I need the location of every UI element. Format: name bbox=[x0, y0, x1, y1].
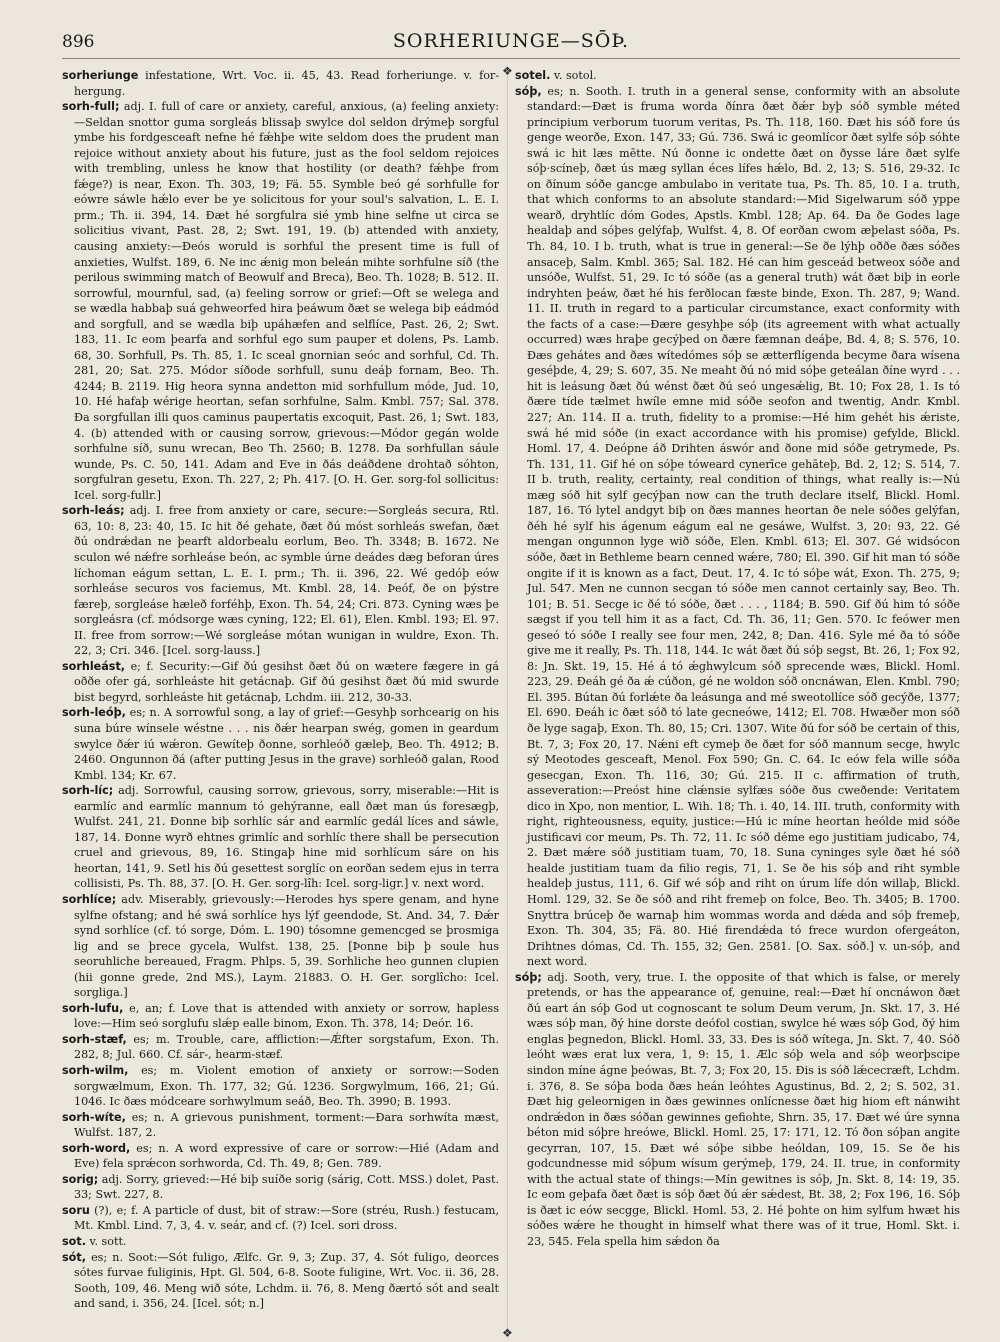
dictionary-entry bbox=[62, 659, 499, 706]
running-head: SORHERIUNGE—SŌÞ. bbox=[392, 30, 630, 52]
entry-headword: sóþ; bbox=[515, 970, 542, 984]
right-column bbox=[515, 68, 960, 1334]
entry-headword: sorig; bbox=[62, 1172, 99, 1186]
entry-headword: sorh-stæf, bbox=[62, 1032, 127, 1046]
entry-headword: sorh-wíte, bbox=[62, 1110, 126, 1124]
entry-headword: sorhleást, bbox=[62, 659, 126, 673]
entry-definition: adj. Sorry, grieved:—Hé biþ suíðe sorig (sárig, Cott. MSS.) dolet, Past. 33; Swt. 227, 8. bbox=[74, 1172, 499, 1202]
dictionary-entry bbox=[62, 783, 499, 892]
entry-headword: sorh-líc; bbox=[62, 784, 114, 798]
entry-definition: v. sotol. bbox=[550, 69, 597, 82]
page-number: 896 bbox=[62, 32, 95, 52]
entry-headword: sorh-leóþ, bbox=[62, 706, 126, 720]
entry-definition: es; n. A grievous punishment, torment:—Ðara sorhwíta mæst, Wulfst. 187, 2. bbox=[74, 1110, 499, 1140]
dictionary-entry bbox=[62, 705, 499, 783]
dictionary-entry bbox=[62, 892, 499, 1001]
dictionary-entry bbox=[515, 68, 960, 84]
entry-definition: es; n. Sooth. I. truth in a general sense, conformity with an absolute standard:—Ðæt is fruma worda ðínra ðæt ðǽr byþ sóð symble méted principium verborum tuorum veritas, Ps. Th. 118, 160. Ðæt his sóð fore ús genge weorðe, Exon. 147, 33; Gú. 736. Swá ic geomlícor ðæt sylfe sóþ sóhte swá ic hit læs mētte. Nú ðonne ic ondette ðæt on ðysse láre ðæt sylfe sóþ·scíneþ, ðæt ús mæg syllan éces lífes hǽlo, Bd. 2, 13; S. 516, 29-32. Ic on ðínum sóðe gancge ambulabo in veritate tua, Ps. Th. 85, 10. I a. truth, that which conforms to an absolute standard:—Mid Sigelwarum sóð yppe wearð, dryhtlíc dóm Godes, Apstls. Kmbl. 128; Ap. 64. Ða ðe Godes lage healdaþ and sóþes gelýfaþ, Wulfst. 4, 8. Of eorðan cwom æþelast sóða, Ps. Th. 84, 10. I b. truth, what is true in general:—Se ðe lýhþ oððe ðæs sóðes ansaceþ, Salm. Kmbl. 365; Sal. 182. Hé can him gesceád betweox sóðe and unsóðe, Wulfst. 51, 29. Ic tó sóðe (as a general truth) wát ðæt biþ in eorle indryhten þeáw, ðæt hé his ferðlocan fæste binde, Exon. Th. 287, 9; Wand. 11. II. truth in regard to a particular circumstance, exact conformity with the facts of a case:—Ðære gesyhþe sóþ (its agreement with what actually occurred) wæs hraþe gecýþed on ðære fæmnan deáþe, Bd. 4, 8; S. 576, 10. Ðæs gehátes and ðæs wítedómes sóþ se ætterflígenda becyme ðara wísena geséþde, 4, 29; S. 607, 35. Ne meaht ðú nó mid sóþe geteálan ðíne wyrd . . . hit is leásung ðæt ðú wénst ðæt ðú seó ungesǽlig, Bt. 10; Fox 28, 1. Is tó ðære tíde tælmet hwíle emne mid sóðe seofon and twentig, Andr. Kmbl. 227; An. 114. II a. truth, fidelity to a promise:—Hé him gehét his ǽriste, swá hé mid sóðe (in exact accordance with his promise) gefylde, Blickl. Homl. 17, 4. Deópne áð Drihten áswór and ðone mid sóðe getrymede, Ps. Th. 131, 11. Gif hé on sóþe tóweard cynerīce gehāteþ, Bd. 2, 12; S. 514, 7. II b. truth, reality, certainty, real condition of things, what really is:—Nú mæg sóð hit sylf gecýþan now can the truth declare itself, Blickl. Homl. 187, 16. Tó lytel andgyt biþ on ðæs mannes heortan ðe nele sóðes gelýfan, ðéh hé sylf his ágenum eágum eal ne gesáwe, Wulfst. 3, 20: 93, 22. Gé mengan ongunnon lyge wið sóðe, Elen. Kmbl. 613; El. 307. Gé widsócon sóðe, ðæt in Bethleme bearn cenned wǽre, 780; El. 390. Gif hit man tó sóðe ongite if it is known as a fact, Deut. 17, 4. Ic tó sóþe wát, Exon. Th. 275, 9; Jul. 547. Men ne cunnon secgan tó sóðe men cannot certainly say, Beo. Th. 101; B. 51. Secge ic ðé tó sóðe, ðæt . . . , 1184; B. 590. Gif ðú him tó sóðe sægst if you tell him it as a fact, Cd. Th. 36, 11; Gen. 570. Ic feówer men geseó tó sóðe I really see four men, 242, 8; Dan. 416. Syle mé ða tó sóðe give me it really, Ps. Th. 118, 144. Ic wát ðæt ðú sóþ segst, Bt. 26, 1; Fox 92, 8: Jn. Skt. 19, 15. Hé á tó ǽghwylcum sóð sprecende wæs, Blickl. Homl. 223, 29. Ðeáh gé ða ǽ cúðon, gé ne woldon sóð oncnáwan, Elen. Kmbl. 790; El. 395. Bútan ðú forlǽte ða leásunga and mé sweotollíce sóð gecýðe, 1377; El. 690. Ðeáh ic ðæt sóð tó late gecneówe, 1412; El. 708. Hwæðer mon sóð ðe lyge sagaþ, Exon. Th. 80, 15; Cri. 1307. Wite ðú for sóð be certain of this, Bt. 7, 3; Fox 20, 17. Nǽni eft cymeþ ðe ðæt for sóð mannum secge, hwylc sý Meotodes gesceaft, Menol. Fox 590; Gn. C. 64. Ic eów fela wille sóða gesecgan, Exon. Th. 116, 30; Gú. 215. II c. affirmation of truth, asseveration:—Preóst hine clǽnsie sylfæs sóðe ðus cweðende: Veritatem dico in Xpo, non mentior, L. Wih. 18; Th. i. 40, 14. III. truth, conformity with right, righteousness, equity, justice:—Hú ic míne heortan heólde mid sóðe justificavi cor meum, Ps. Th. 72, 11. Ic sóð déme ego justitiam judicabo, 74, 2. Ðæt mǽre sóð justitiam tuam, 70, 18. Suna cyninges syle ðæt hé sóð healde justitiam tuam da filio regis, 71, 1. Se ðe his sóþ and riht symble healdeþ justus, 111, 6. Gif wé sóþ and riht on úrum lífe dón willaþ, Blickl. Homl. 129, 32. Se ðe sóð and riht fremeþ on folce, Beo. Th. 3405; B. 1700. Snyttra brúceþ ðe warnaþ him wommas worda and dǽda and sóþ fremeþ, Exon. Th. 304, 35; Fä. 80. Hié firendǽda tó frece wurdon ofergeáton, Drihtnes dómas, Cd. Th. 155, 32; Gen. 2581. [O. Sax. sóð.] v. un-sóþ, and next word. bbox=[527, 84, 960, 969]
dictionary-entry bbox=[515, 84, 960, 970]
entry-definition: (?), e; f. A particle of dust, bit of straw:—Sore (stréu, Rush.) festucam, Mt. Kmbl. Lind. 7, 3, 4. v. seár, and cf. (?) Icel. sori dross. bbox=[74, 1203, 499, 1233]
entry-definition: adv. Miserably, grievously:—Herodes hys spere genam, and hyne sylfne ofstang; and hé swá sorhlíce hys lýf geendode, St. And. 34, 7. Ðǽr synd sorhlíce (cf. tó sorge, Dóm. L. 190) tósomne gemencged se þrosmiga lig and se þrece gycela, Wulfst. 138, 25. [Þonne biþ þ soule hus seoruhliche bereaued, Fragm. Phlps. 5, 39. Sorhliche heo gunnen clupien (hii gonne grede, 2nd MS.), Laym. 21883. O. H. Ger. sorglîcho: Icel. sorgliga.] bbox=[74, 892, 499, 1000]
entry-headword: sót, bbox=[62, 1250, 86, 1264]
entry-headword: sorh-leás; bbox=[62, 504, 125, 518]
dictionary-entry bbox=[62, 1110, 499, 1141]
entry-definition: infestatione, Wrt. Voc. ii. 45, 43. Read forheriunge. v. for-hergung. bbox=[74, 69, 499, 98]
entry-definition: adj. I. free from anxiety or care, secure:—Sorgleás secura, Rtl. 63, 10: 8, 23: 40, 15. Ic hit ðé gehate, ðæt ðú móst sorhleás swefan, ðæt ðú ondrǽdan ne þearft aldorbealu eorlum, Beo. Th. 3348; B. 1672. Ne sculon wé nǽfre sorhleáse beón, ac symble úrne deádes dæg beforan úres líchoman eágum settan, L. E. I. prm.; Th. ii. 396, 22. Wé gedóþ eów sorhleáse securos vos faciemus, Mt. Kmbl. 28, 14. Þeóf, ðe on þýstre færeþ, sorgleáse hæleð forféhþ, Exon. Th. 54, 24; Cri. 873. Cyning wæs þe sorgleásra (cf. módsorge wæs cyning, 122; El. 61), Elen. Kmbl. 193; El. 97. II. free from sorrow:—Wé sorgleáse mótan wunigan in wuldre, Exon. Th. 22, 3; Cri. 346. [Icel. sorg-lauss.] bbox=[74, 504, 499, 658]
entry-headword: sóþ, bbox=[515, 84, 542, 98]
dictionary-entry bbox=[62, 1063, 499, 1110]
left-column bbox=[62, 68, 499, 1334]
entry-definition: adj. Sorrowful, causing sorrow, grievous, sorry, miserable:—Hit is earmlíc and earmlíc mannum tó gehýranne, eall ðæt man ús foresægþ, Wulfst. 241, 21. Ðonne biþ sorhlíc sár and earmlíc gedál líces and sáwle, 187, 14. Ðonne wyrð ehtnes grimlíc and sorhlíc there shall be persecution cruel and grievous, 89, 16. Stingaþ hine mid sorhlícum sáre on his heortan, 141, 9. Setl his ðú gesettest sorglíc on eorðan sedem ejus in terra collisisti, Ps. Th. 88, 37. [O. H. Ger. sorg-lîh: Icel. sorg-ligr.] v. next word. bbox=[74, 784, 499, 891]
column-marker-icon: ❖ bbox=[502, 1326, 513, 1340]
entry-definition: e, an; f. Love that is attended with anxiety or sorrow, hapless love:—Him seó sorglufu slǽp ealle binom, Exon. Th. 378, 14; Deór. 16. bbox=[74, 1001, 499, 1031]
entry-definition: es; m. Trouble, care, affliction:—Ǽfter sorgstafum, Exon. Th. 282, 8; Jul. 660. Cf. sár-, hearm-stæf. bbox=[74, 1032, 499, 1062]
dictionary-entry bbox=[62, 1203, 499, 1234]
entry-definition: e; f. Security:—Gif ðú gesihst ðæt ðú on wætere fægere in gá oððe ofer gá, sorhleáste hit getácnaþ. Gif ðú gesihst ðæt ðú mid swurde bist begyrd, sorhleáste hit getácnaþ, Lchdm. iii. 212, 30-33. bbox=[74, 659, 499, 704]
dictionary-entry bbox=[62, 1250, 499, 1312]
dictionary-entry bbox=[62, 68, 499, 99]
dictionary-entry bbox=[62, 1172, 499, 1203]
entry-definition: es; n. Soot:—Sót fuligo, Ælfc. Gr. 9, 3; Zup. 37, 4. Sót fuligo, deorces sótes furvae fuliginis, Hpt. Gl. 504, 6-8. Soote fuligine, Wrt. Voc. ii. 36, 28. Sooth, 109, 46. Meng wið sóte, Lchdm. ii. 76, 8. Meng ðærtó sót and sealt and sand, i. 356, 24. [Icel. sót; n.] bbox=[74, 1250, 499, 1311]
dictionary-entry bbox=[62, 1001, 499, 1032]
dictionary-entry bbox=[62, 1032, 499, 1063]
entry-headword: sorh-word, bbox=[62, 1141, 131, 1155]
entry-headword: sorh-wilm, bbox=[62, 1064, 129, 1077]
dictionary-entry bbox=[62, 1234, 499, 1250]
entry-definition: v. sott. bbox=[85, 1235, 127, 1249]
dictionary-entry bbox=[515, 970, 960, 1250]
dictionary-entry bbox=[62, 99, 499, 503]
entry-headword: sorhlíce; bbox=[62, 892, 117, 906]
entry-definition: es; n. A word expressive of care or sorrow:—Hié (Adam and Eve) fela sprǽcon sorhworda, Cd. Th. 49, 8; Gen. 789. bbox=[74, 1141, 499, 1171]
page-header bbox=[62, 28, 960, 59]
entry-definition: es; m. Violent emotion of anxiety or sorrow:—Soden sorgwælmum, Exon. Th. 177, 32; Gú. 1236. Sorgwylmum, 166, 21; Gú. 1046. Ic ðæs módceare sorhwylmum seáð, Beo. Th. 3990; B. 1993. bbox=[74, 1064, 499, 1109]
dictionary-entry bbox=[62, 1141, 499, 1172]
entry-headword: sorh-full; bbox=[62, 100, 120, 114]
dictionary-entry bbox=[62, 503, 499, 658]
entry-headword: sorheriunge bbox=[62, 69, 139, 82]
entry-headword: sotel. bbox=[515, 69, 551, 82]
entry-definition: adj. I. full of care or anxiety, careful, anxious, (a) feeling anxiety:—Seldan snottor guma sorgleás blissaþ swylce dol seldon drýmeþ sorgful ymbe his fordgesceaft nefne hé fǽhþe wite seldom does the prudent man rejoice without anxiety about his future, just as the fool seldom rejoices with trembling, unless he know that hostility (or death? fǽhþe from fǽge?) is near, Exon. Th. 303, 19; Fä. 55. Symble beó gé sorhfulle for eówre sáwle hǽlo ever be ye solicitous for your soul's salvation, L. E. I. prm.; Th. ii. 394, 14. Ðæt hé sorgfulra sié ymb hine selfne ut circa se solicitius vivant, Past. 28, 2; Swt. 191, 19. (b) attended with anxiety, causing anxiety:—Ðeós woruld is sorhful the present time is full of anxieties, Wulfst. 189, 6. Ne inc ǽnig mon beleán mihte sorhfulne síð (the perilous swimming match of Beowulf and Breca), Beo. Th. 1028; B. 512. II. sorrowful, mournful, sad, (a) feeling sorrow or grief:—Oft se welega and se wædla habbaþ suá gehweorfed hira þeáwum ðæt se welega biþ eádmód and sorgfull, and se wædla biþ upáhæfen and selflíce, Past. 26, 2; Swt. 183, 11. Ic eom þearfa and sorhful ego sum pauper et dolens, Ps. Lamb. 68, 30. Sorhfull, Ps. Th. 85, 1. Ic sceal gnornian seóc and sorhful, Cd. Th. 281, 20; Sat. 275. Módor síðode sorhfull, sunu deáþ fornam, Beo. Th. 4244; B. 2119. Hig heora synna andetton mid sorhfullum móde, Jud. 10, 10. Hé hafaþ wérige heortan, sefan sorhfulne, Salm. Kmbl. 757; Sal. 378. Ða sorgfullan illi quos caminus paupertatis excoquit, Past. 26, 1; Swt. 183, 4. (b) attended with or causing sorrow, grievous:—Módor gegán wolde sorhfulne síð, sunu wrecan, Beo Th. 2560; B. 1278. Ða sorhfullan sáule wunde, Ps. C. 50, 141. Adam and Eve in ðás deáðdene drohtað sóhton, sorgfulran gesetu, Exon. Th. 227, 2; Ph. 417. [O. H. Ger. sorg-fol sollicitus: Icel. sorg-fullr.] bbox=[74, 100, 499, 502]
entry-definition: adj. Sooth, very, true. I. the opposite of that which is false, or merely pretends, or has the appearance of, genuine, real:—Ðæt hí oncnáwon ðæt ðú eart án sóþ God ut cognoscant te solum Deum verum, Jn. Skt. 17, 3. Hé wæs sóþ man, ðý hine dorste deófol costian, swylce hé wæs sóþ God, ðý him englas þegnedon, Blickl. Homl. 33, 33. Ðes is sóð wítega, Jn. Skt. 7, 40. Sóð leóht wæs erat lux vera, 1, 9: 15, 1. Ælc sóþ wela and sóþ weorþscipe sindon míne ágne þeówas, Bt. 7, 3; Fox 20, 15. Ðis is sóð lǽcecræft, Lchdm. i. 376, 8. Se sóþa boda ðæs heán leóhtes Agustinus, Bd. 2, 2; S. 502, 31. Ðæt hig geleornigen in ðæs gewinnes onlícnesse ðæt hig hiom eft nánwiht ondrǽdon in ðæs sóðan gewinnes gefiohte, Shrn. 35, 17. Ðæt wé úre synna béton mid sóþre hreówe, Blickl. Homl. 25, 17: 171, 12. Tó ðon sóþan angite gecyrran, 107, 15. Ðæt wé sóþe sibbe heóldan, 109, 15. Se ðe his godcundnesse mid sóþum wísum gerýmeþ, 179, 24. II. true, in conformity with the actual state of things:—Mín gewitnes is sóþ, Jn. Skt. 8, 14: 19, 35. Ic eom geþafa ðæt ðæt is sóþ ðæt ðú ǽr sǽdest, Bt. 38, 2; Fox 196, 16. Sóþ is ðæt ic eów secgge, Blickl. Homl. 53, 2. Hé þohte on him sylfum hwæt his sóðes wǽre he thought in himself what there was of it true, Homl. Skt. i. 23, 545. Fela spella him sǽdon ða bbox=[527, 970, 960, 1249]
entry-headword: sot. bbox=[62, 1235, 86, 1249]
entry-headword: sorh-lufu, bbox=[62, 1001, 124, 1015]
entry-headword: soru bbox=[62, 1203, 90, 1217]
entry-definition: es; n. A sorrowful song, a lay of grief:—Gesyhþ sorhcearig on his suna búre wínsele wéstne . . . nis ðǽr hearpan swég, gomen in geardum swylce ðǽr iú wǽron. Gewíteþ ðonne, sorhleóð gæleþ, Beo. Th. 4912; B. 2460. Ongunnon ðá (after putting Jesus in the grave) sorhleóð galan, Rood Kmbl. 134; Kr. 67. bbox=[74, 706, 499, 782]
column-marker-icon: ❖ bbox=[502, 64, 513, 78]
column-divider bbox=[507, 70, 508, 1332]
